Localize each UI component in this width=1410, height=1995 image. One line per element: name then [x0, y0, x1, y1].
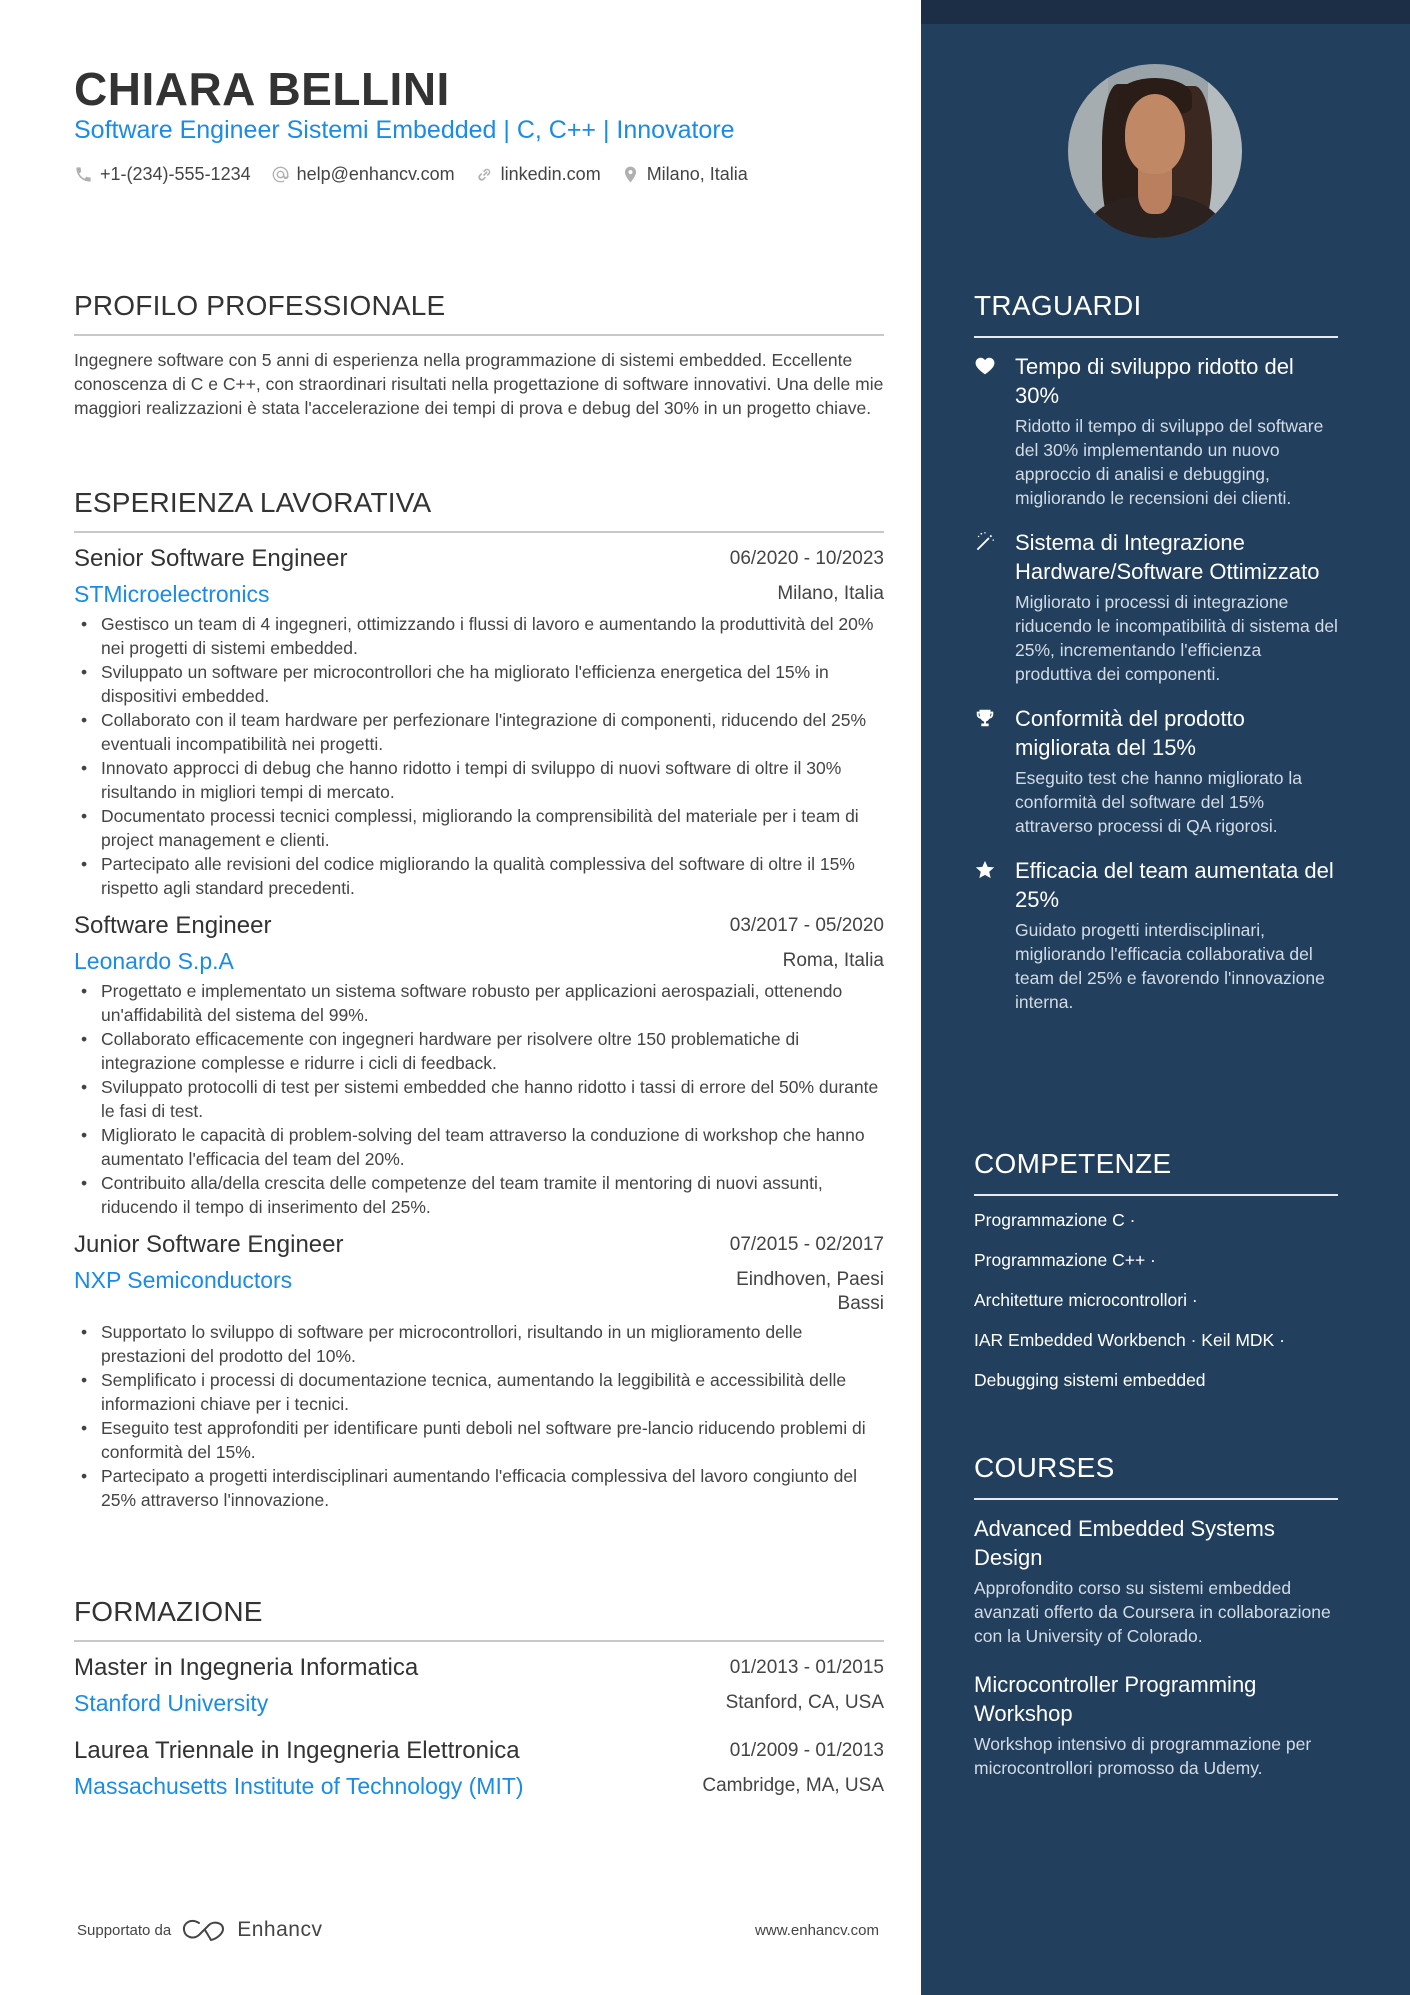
- course-item: [974, 1670, 1338, 1780]
- job-bullet: • Innovato approcci di debug che hanno ridotto i tempi di sviluppo di nuovi software di oltre il 30% risultando in migliori tempi di mercato.: [74, 756, 884, 804]
- education-entry: [74, 1654, 884, 1717]
- contact-email-text: help@enhancv.com: [296, 164, 455, 184]
- job-entry: [74, 912, 884, 1219]
- achievement-title: Tempo di sviluppo ridotto del 30%: [1015, 354, 1294, 408]
- section-divider: [74, 1640, 884, 1642]
- website-link[interactable]: www.enhancv.com: [755, 1921, 879, 1939]
- achievement-title: Sistema di Integrazione Hardware/Software Ottimizzato: [1015, 530, 1320, 584]
- job-company: Leonardo S.p.A: [74, 948, 234, 974]
- education-dates: 01/2009 - 01/2013: [729, 1740, 884, 1761]
- job-bullet: • Contribuito alla/della crescita delle competenze del team tramite il mentoring di nuovi assunti, riducendo il tempo di inserimento del 25%.: [74, 1171, 884, 1219]
- job-role: Software Engineer: [74, 912, 272, 939]
- skill-line: Programmazione C ·: [974, 1210, 1136, 1230]
- skill-line: Programmazione C++ ·: [974, 1250, 1156, 1270]
- job-dates: 03/2017 - 05/2020: [729, 915, 884, 936]
- skill-line: Architetture microcontrollori ·: [974, 1290, 1198, 1310]
- trophy-icon: [974, 707, 996, 729]
- sidebar: [921, 0, 1410, 1995]
- candidate-headline: Software Engineer Sistemi Embedded | C, C++ | Innovatore: [74, 116, 735, 144]
- section-divider: [974, 1498, 1338, 1500]
- course-title: Microcontroller Programming Workshop: [974, 1672, 1257, 1726]
- profile-photo: [1068, 64, 1242, 238]
- job-bullets: [74, 1320, 884, 1512]
- education-location: Cambridge, MA, USA: [702, 1775, 884, 1796]
- section-title: FORMAZIONE: [74, 1596, 263, 1627]
- education-school: Stanford University: [74, 1690, 269, 1716]
- course-description: Workshop intensivo di programmazione per microcontrollori promosso da Udemy.: [974, 1734, 1312, 1778]
- section-title: TRAGUARDI: [974, 290, 1142, 321]
- heart-icon: [974, 355, 996, 377]
- courses-section: [974, 1452, 1338, 1780]
- enhancv-logo-icon: [181, 1918, 227, 1942]
- job-bullet: • Partecipato alle revisioni del codice migliorando la qualità complessiva del software di oltre il 15% rispetto agli standard precedenti.: [74, 852, 884, 900]
- profile-section: [74, 290, 884, 420]
- job-bullet: • Sviluppato un software per microcontrollori che ha migliorato l'efficienza energetica del 15% in dispositivi embedded.: [74, 660, 884, 708]
- contact-email[interactable]: [271, 164, 455, 185]
- candidate-name: CHIARA BELLINI: [74, 63, 450, 115]
- contact-linkedin[interactable]: [475, 164, 601, 185]
- job-bullet: • Sviluppato protocolli di test per sistemi embedded che hanno ridotto i tassi di errore del 50% durante le fasi di test.: [74, 1075, 884, 1123]
- section-title: COURSES: [974, 1452, 1115, 1483]
- job-location: Milano, Italia: [777, 583, 884, 604]
- achievement-item: [974, 704, 1338, 838]
- achievement-description: Migliorato i processi di integrazione riducendo le incompatibilità di sistema del 25%, incrementando l'efficienza produttiva dei componenti.: [1015, 592, 1338, 684]
- job-bullet: • Progettato e implementato un sistema software robusto per applicazioni aerospaziali, ottenendo un'affidabilità del sistema del 99%.: [74, 979, 884, 1027]
- job-dates: 06/2020 - 10/2023: [729, 548, 884, 569]
- contact-location-text: Milano, Italia: [646, 164, 748, 184]
- contact-linkedin-text: linkedin.com: [500, 164, 601, 184]
- job-bullet: • Partecipato a progetti interdisciplinari aumentando l'efficacia complessiva del lavoro congiunto del 25% attraverso l'innovazione.: [74, 1464, 884, 1512]
- job-bullets: [74, 979, 884, 1219]
- star-icon: [974, 859, 996, 881]
- course-description: Approfondito corso su sistemi embedded avanzati offerto da Coursera in collaborazione con la University of Colorado.: [974, 1578, 1331, 1646]
- education-school: Massachusetts Institute of Technology (MIT): [74, 1773, 524, 1799]
- job-bullet: • Collaborato efficacemente con ingegneri hardware per risolvere oltre 150 problematiche di integrazione complesse e ridurre i cicli di feedback.: [74, 1027, 884, 1075]
- achievement-title: Efficacia del team aumentata del 25%: [1015, 858, 1334, 912]
- education-section: [74, 1596, 884, 1800]
- job-bullet: • Eseguito test approfonditi per identificare punti deboli nel software pre-lancio riducendo problemi di conformità del 15%.: [74, 1416, 884, 1464]
- phone-icon: [74, 165, 93, 184]
- job-location: Eindhoven, Paesi Bassi: [736, 1269, 884, 1314]
- education-dates: 01/2013 - 01/2015: [729, 1657, 884, 1678]
- job-company: STMicroelectronics: [74, 581, 270, 607]
- section-title: PROFILO PROFESSIONALE: [74, 290, 446, 321]
- achievements-section: [974, 290, 1338, 1014]
- location-pin-icon: [621, 165, 640, 184]
- achievement-description: Ridotto il tempo di sviluppo del software del 30% implementando un nuovo approccio di analisi e debugging, migliorando le recensioni dei clienti.: [1015, 416, 1324, 508]
- section-title: COMPETENZE: [974, 1148, 1172, 1179]
- link-icon: [475, 165, 494, 184]
- skill-line: Debugging sistemi embedded: [974, 1370, 1206, 1390]
- sidebar-top-strip: [921, 0, 1410, 24]
- job-role: Senior Software Engineer: [74, 545, 348, 572]
- job-bullet: • Semplificato i processi di documentazione tecnica, aumentando la leggibilità e accessibilità delle informazioni chiave per i tecnici.: [74, 1368, 884, 1416]
- education-entry: [74, 1737, 884, 1800]
- powered-by: [77, 1918, 322, 1942]
- skills-section: [974, 1148, 1338, 1408]
- job-location: Roma, Italia: [782, 950, 884, 971]
- job-bullet: • Collaborato con il team hardware per perfezionare l'integrazione di componenti, riducendo del 25% eventuali incompatibilità nei progetti.: [74, 708, 884, 756]
- job-role: Junior Software Engineer: [74, 1231, 344, 1258]
- course-item: [974, 1514, 1338, 1648]
- education-degree: Laurea Triennale in Ingegneria Elettronica: [74, 1737, 520, 1764]
- achievement-description: Guidato progetti interdisciplinari, migliorando l'efficacia collaborativa del team del 25% e favorendo l'innovazione interna.: [1015, 920, 1325, 1012]
- magic-wand-icon: [974, 531, 996, 553]
- section-divider: [974, 1194, 1338, 1196]
- course-title: Advanced Embedded Systems Design: [974, 1516, 1275, 1570]
- skill-line: IAR Embedded Workbench · Keil MDK ·: [974, 1330, 1285, 1350]
- contact-phone-text: +1-(234)-555-1234: [100, 164, 251, 184]
- experience-section: [74, 487, 884, 1512]
- section-divider: [974, 336, 1338, 338]
- achievement-item: [974, 528, 1338, 686]
- achievement-title: Conformità del prodotto migliorata del 15%: [1015, 706, 1245, 760]
- job-bullet: • Documentato processi tecnici complessi, migliorando la comprensibilità del materiale per i team di project management e clienti.: [74, 804, 884, 852]
- contact-bar: [74, 164, 768, 185]
- achievement-item: [974, 352, 1338, 510]
- job-bullets: [74, 612, 884, 900]
- job-dates: 07/2015 - 02/2017: [729, 1234, 884, 1255]
- job-entry: [74, 1231, 884, 1512]
- at-icon: [271, 165, 290, 184]
- education-location: Stanford, CA, USA: [725, 1692, 884, 1713]
- job-bullet: • Migliorato le capacità di problem-solving del team attraverso la conduzione di workshop che hanno aumentato l'efficacia del team del 20%.: [74, 1123, 884, 1171]
- section-divider: [74, 334, 884, 336]
- skills-list: [974, 1208, 1338, 1392]
- job-entry: [74, 545, 884, 900]
- footer: [77, 1918, 879, 1942]
- contact-phone[interactable]: [74, 164, 251, 185]
- job-bullet: • Gestisco un team di 4 ingegneri, ottimizzando i flussi di lavoro e aumentando la produttività del 20% nei progetti di sistemi embedded.: [74, 612, 884, 660]
- education-degree: Master in Ingegneria Informatica: [74, 1654, 419, 1681]
- section-title: ESPERIENZA LAVORATIVA: [74, 487, 432, 518]
- job-bullet: • Supportato lo sviluppo di software per microcontrollori, risultando in un miglioramento delle prestazioni del prodotto del 10%.: [74, 1320, 884, 1368]
- powered-by-label: Supportato da: [77, 1921, 172, 1939]
- achievement-description: Eseguito test che hanno migliorato la conformità del software del 15% attraverso processi di QA rigorosi.: [1015, 768, 1302, 836]
- achievement-item: [974, 856, 1338, 1014]
- profile-summary: Ingegnere software con 5 anni di esperienza nella programmazione di sistemi embedded. Eccellente conoscenza di C e C++, con straordinari risultati nella progettazione di software innovativi. Una delle mie maggiori realizzazioni è stata l'accelerazione dei tempi di prova e debug del 30% in un progetto chiave.: [74, 350, 884, 418]
- contact-location: [621, 164, 748, 185]
- job-company: NXP Semiconductors: [74, 1267, 293, 1293]
- enhancv-brand: Enhancv: [237, 1918, 323, 1941]
- section-divider: [74, 531, 884, 533]
